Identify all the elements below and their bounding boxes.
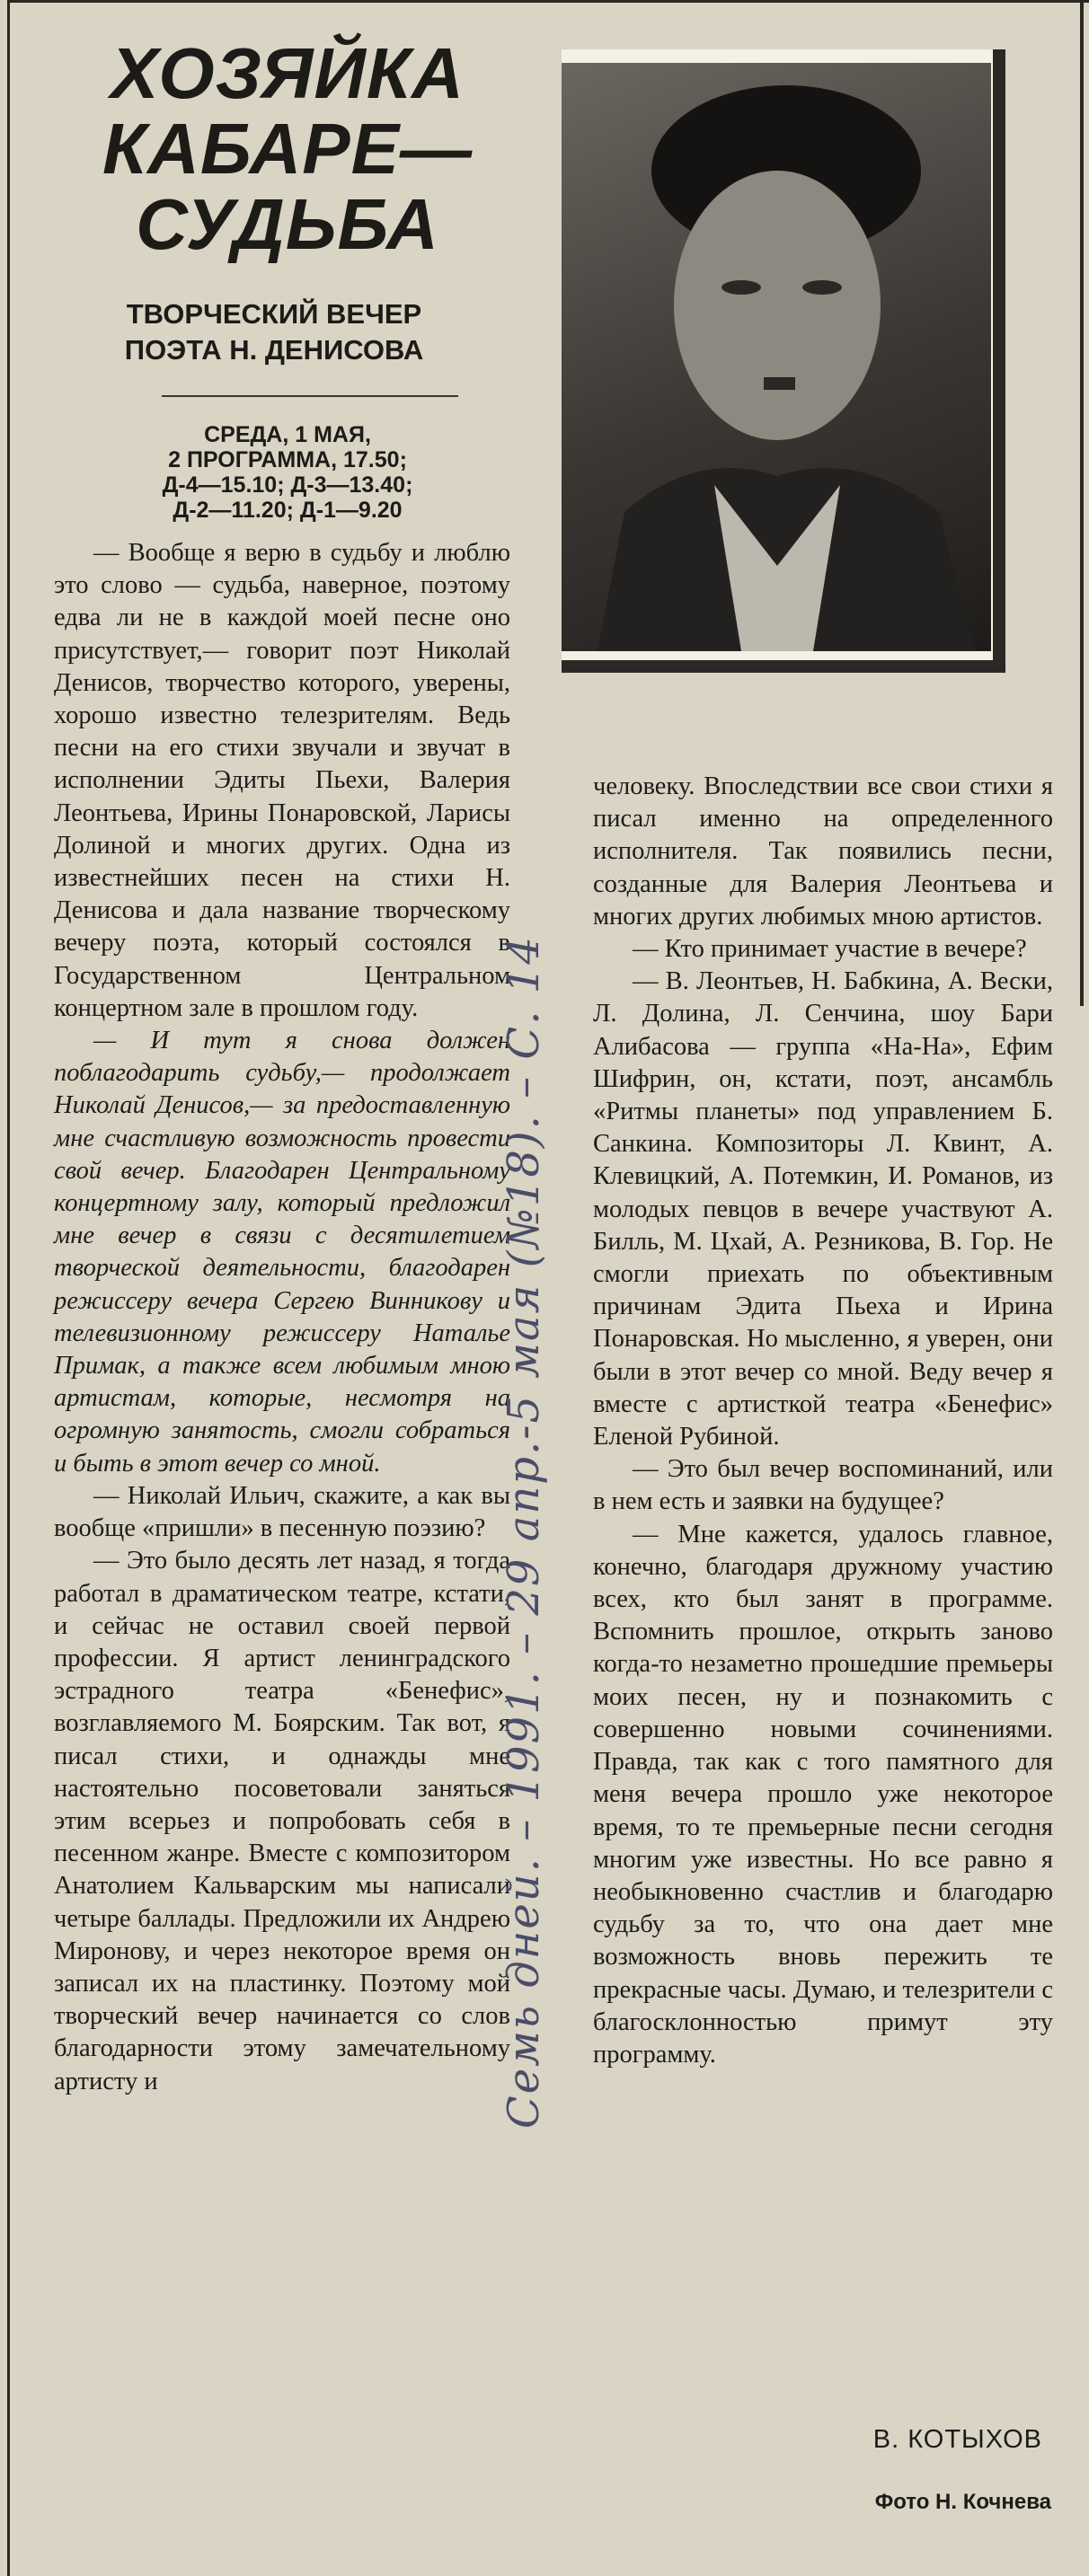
frame-left-rule [7,0,10,2576]
schedule-line: Д-4—15.10; Д-3—13.40; [162,472,413,498]
paragraph: — В. Леонтьев, Н. Бабкина, А. Вески, Л. Долина, Л. Сенчина, шоу Бари Алибасова — группа «На-На», Ефим Шифрин, он, кстати, поэт, ансамбль «Ритмы планеты» под управлением Б. Санкина. Композиторы Л. Квинт, А. Клевицкий, А. Потемкин, И. Романов, из молодых певцов в вечере участвуют А. Билль, М. Цхай, А. Резникова, В. Гор. Не смогли приехать по объективным причинам Эдита Пьеха и Ирина Понаровская. Но мысленно, я уверен, они были в этот вечер со мной. Веду вечер я вместе с артисткой театра «Бенефис» Еленой Рубиной. [593,967,1053,1451]
headline [54,33,521,264]
subhead-line: ПОЭТА Н. ДЕНИСОВА [124,334,424,366]
schedule-line: 2 ПРОГРАММА, 17.50; [168,447,407,472]
paragraph: — И тут я снова должен поблагодарить судьбу,— продолжает Николай Денисов,— за предоставленную мне счастливую возможность провести свой вечер. Благодарен Центральному концертному залу, который предложил мне вечер в связи с десятилетием творческой деятельности, благодарен режиссеру вечера Сергею Винникову и телевизионному режиссеру Наталье Примак, а также всем любимым мною артистам, которые, несмотря на огромную занятость, смогли собраться и быть в этот вечер со мной. [54,1027,510,1478]
photo-credit: Фото Н. Кочнева [874,2490,1051,2514]
paragraph: — Это было десять лет назад, я тогда работал в драматическом театре, кстати, и сейчас не оставил своей первой профессии. Я артист ленинградского эстрадного театра «Бенефис», возглавляемого М. Боярским. Так вот, я писал стихи, и однажды мне настоятельно посоветовали заняться этим всерьез и попробовать себя в песенном жанре. Вместе с композитором Анатолием Кальварским мы написали четыре баллады. Предложили их Андрею Миронову, и через некоторое время он записал их на пластинку. Поэтому мой творческий вечер начинается со слов благодарности этому замечательному артисту и [54,1547,510,2095]
frame-top-rule [7,0,1089,3]
headline-line: ХОЗЯЙКА [111,33,465,113]
subhead-line: ТВОРЧЕСКИЙ ВЕЧЕР [126,298,422,330]
schedule-line: СРЕДА, 1 МАЯ, [204,422,371,447]
handwritten-citation-note: Семь дней. – 1991. – 29 апр.-5 мая (№18). – С. 14 [499,935,549,2129]
subhead-underline [162,395,458,397]
headline-line: КАБАРЕ— [102,109,474,189]
paragraph: — Кто принимает участие в вечере? [633,935,1027,964]
schedule-line: Д-2—11.20; Д-1—9.20 [173,498,403,523]
article-column-left [54,537,510,2098]
paragraph: — Мне кажется, удалось главное, конечно, благодаря дружному участию всех, кто был занят в программе. Вспомнить прошлое, открыть заново когда-то незаметно прошедшие премьеры моих песен, ну и познакомить с совершенно новыми сочинениями. Правда, так как с того памятного для меня вечера прошло уже некоторое время, то те премьерные песни сегодня многим уже известны. Но все равно я необыкновенно счастлив и благодарю судьбу за то, что она дает мне возможность вновь пережить те прекрасные часы. Думаю, и телезрители с благосклонностью примут эту программу. [593,1520,1053,2069]
article-column-right [593,771,1053,2071]
paragraph: — Вообще я верю в судьбу и люблю это слово — судьба, наверное, поэтому едва ли не в каждой моей песне оно присутствует,— говорит поэт Николай Денисов, творчество которого, уверены, хорошо известно телезрителям. Ведь песни на его стихи звучали и звучат в исполнении Эдиты Пьехи, Валерия Леонтьева, Ирины Понаровской, Ларисы Долиной и многих других. Одна из известнейших песен на стихи Н. Денисова и дала название творческому вечеру поэта, который состоялся в Государственном Центральном концертном зале в прошлом году. [54,539,510,1022]
broadcast-schedule [99,422,476,523]
frame-right-rule [1080,0,1084,1006]
paragraph: человеку. Впоследствии все свои стихи я писал именно на определенного исполнителя. Так появились песни, созданные для Валерия Леонтьева и многих других любимых мною артистов. [593,772,1053,931]
paragraph: — Это был вечер воспоминаний, или в нем есть и заявки на будущее? [593,1455,1053,1516]
paragraph: — Николай Ильич, скажите, а как вы вообще «пришли» в песенную поэзию? [54,1481,510,1543]
subheadline [63,296,485,368]
portrait-silhouette-icon [562,63,991,651]
headline-line: СУДЬБА [136,184,439,264]
portrait-photo [562,63,991,651]
author-signature: В. КОТЫХОВ [872,2425,1042,2454]
